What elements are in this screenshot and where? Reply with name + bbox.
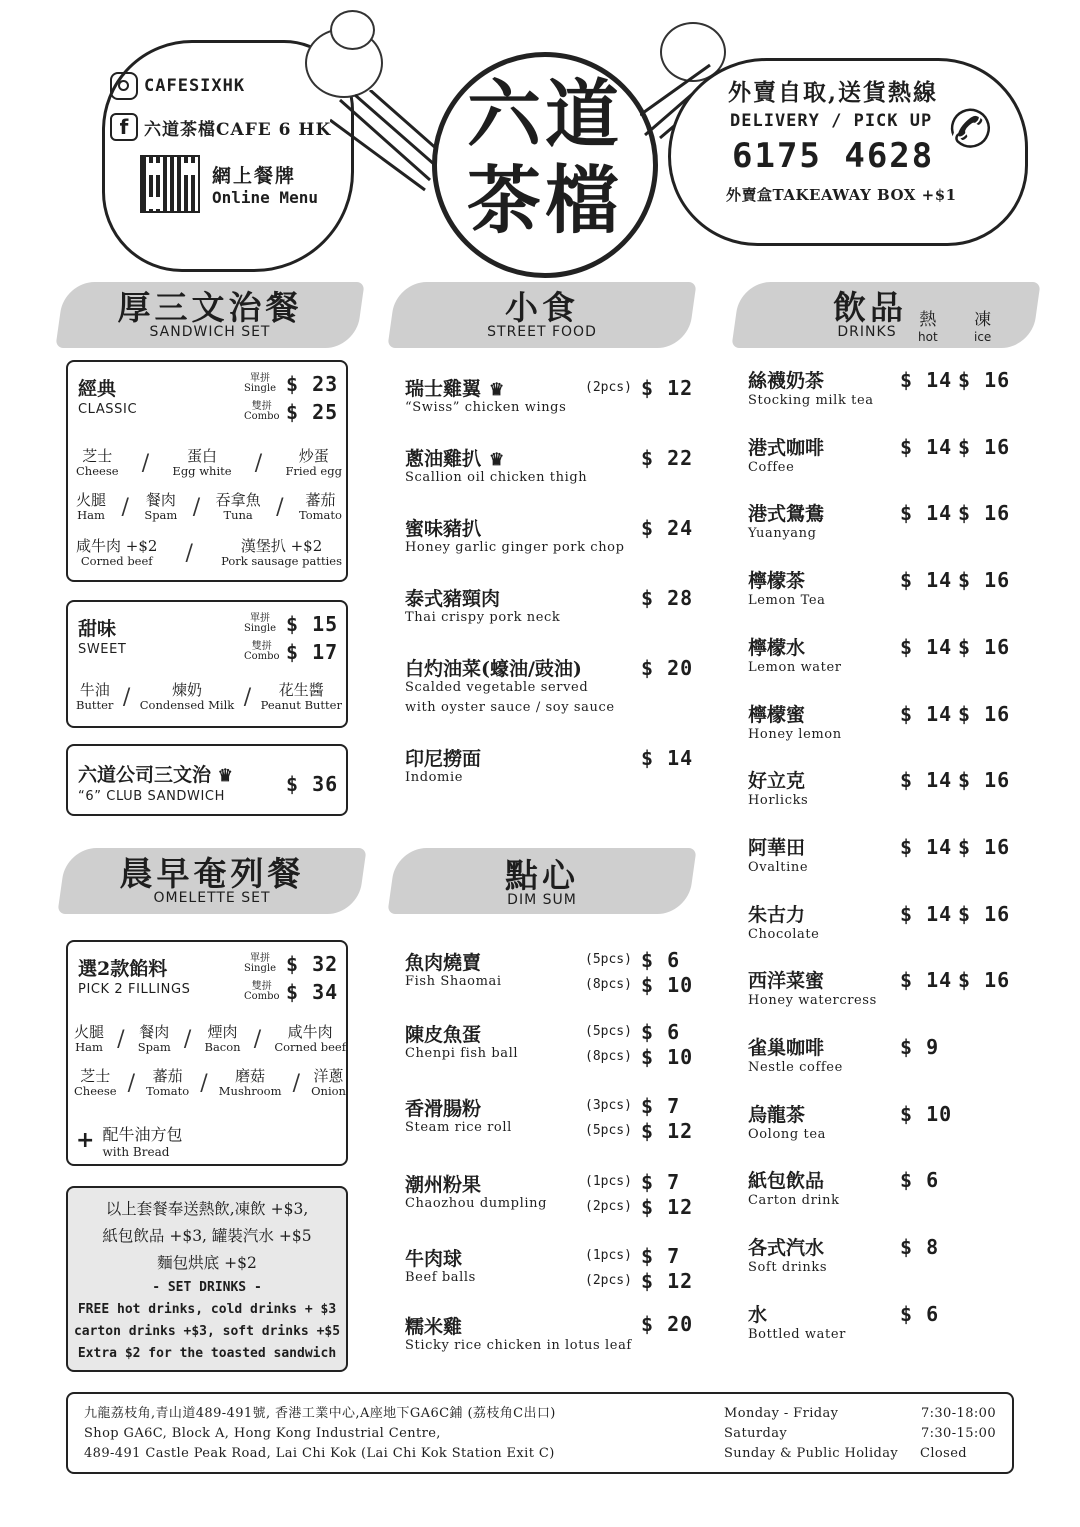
set-note-en: FREE hot drinks, cold drinks + $3 <box>77 1302 337 1317</box>
drink-name-en: Lemon water <box>748 659 842 675</box>
item-price: $ 6 <box>641 948 681 972</box>
drink-item <box>748 966 1028 1024</box>
address-zh: 九龍荔枝角,青山道489-491號, 香港工業中心,A座地下GA6C鋪 (荔枝角C出口) <box>84 1406 556 1421</box>
drink-ice-price: $ 16 <box>958 901 1011 926</box>
item-count: (8pcs) <box>585 1049 632 1064</box>
drink-item <box>748 1033 1028 1091</box>
omelette-pick-en: PICK 2 FILLINGS <box>78 982 191 997</box>
club-title: 六道公司三文治 ♛ <box>78 764 233 786</box>
drink-item <box>748 1100 1028 1158</box>
filling-row: 牛油 Butter / 煉奶 Condensed Milk / 花生醬 Peanut Butter <box>76 681 342 712</box>
set-note-line: 紙包飲品 +$3, 罐裝汽水 +$5 <box>102 1227 312 1245</box>
menu-item <box>405 584 695 648</box>
footer-box <box>66 1392 1014 1474</box>
filling: 蕃茄 Tomato <box>146 1067 190 1098</box>
classic-combo-price: $ 25 <box>286 400 339 424</box>
menu-item <box>405 1170 695 1230</box>
menu-item <box>405 744 695 808</box>
item-name-en: Scallion oil chicken thigh <box>405 470 588 485</box>
drink-name-zh: 檸檬茶 <box>748 570 806 593</box>
club-price: $ 36 <box>286 772 339 796</box>
item-price: $ 12 <box>641 1269 694 1293</box>
drink-hot-price: $ 6 <box>900 1301 940 1326</box>
drink-item <box>748 1166 1028 1224</box>
instagram-icon <box>110 72 138 100</box>
item-name-zh: 香滑腸粉 <box>405 1098 482 1120</box>
menu-item <box>405 374 695 438</box>
online-menu-zh: 網上餐牌 <box>212 165 297 187</box>
item-name-en: Fish Shaomai <box>405 974 502 989</box>
drink-name-en: Honey lemon <box>748 726 842 742</box>
drink-name-en: Honey watercress <box>748 993 877 1009</box>
phone-number[interactable]: 6175 4628 <box>732 136 935 176</box>
item-count: (3pcs) <box>585 1098 632 1113</box>
item-name-en: with oyster sauce / soy sauce <box>405 700 615 715</box>
drink-hot-price: $ 14 <box>900 634 953 659</box>
drink-ice-price: $ 16 <box>958 434 1011 459</box>
sweet-single-price: $ 15 <box>286 612 339 636</box>
club-subtitle: “6” CLUB SANDWICH <box>78 789 225 804</box>
drink-hot-price: $ 14 <box>900 701 953 726</box>
single-label: 單拼 Single <box>244 613 277 634</box>
drink-name-en: Ovaltine <box>748 859 809 875</box>
drink-name-en: Soft drinks <box>748 1260 828 1276</box>
item-name-en: Beef balls <box>405 1270 476 1285</box>
street-food-title: 小食 <box>505 288 579 327</box>
item-price: $ 12 <box>641 376 694 400</box>
drink-name-en: Nestle coffee <box>748 1060 843 1075</box>
drink-ice-price: $ 16 <box>958 834 1011 859</box>
classic-single-price: $ 23 <box>286 372 339 396</box>
facebook-row[interactable] <box>110 113 331 141</box>
item-price: $ 20 <box>641 1312 694 1336</box>
item-name-en: Sticky rice chicken in lotus leaf <box>405 1338 632 1353</box>
filling: 咸牛肉 Corned beef <box>274 1023 346 1054</box>
drink-name-en: Oolong tea <box>748 1126 826 1142</box>
phone-icon: ✆ <box>939 94 1001 166</box>
ice-label: 凍 ice <box>974 310 992 344</box>
drink-hot-price: $ 6 <box>900 1168 940 1193</box>
single-label: 單拼 Single <box>244 373 277 394</box>
opening-hours: Monday - Friday 7:30-18:00 Saturday 7:30-15:00 Sunday & Public Holiday Closed <box>724 1406 996 1461</box>
logo <box>432 72 658 244</box>
item-price: $ 22 <box>641 446 694 470</box>
filling: 吞拿魚 Tuna <box>215 491 261 522</box>
drink-item <box>748 499 1028 557</box>
item-count: (1pcs) <box>585 1174 632 1189</box>
set-note-line: 麵包烘底 +$2 <box>157 1254 257 1272</box>
item-price: $ 12 <box>641 1195 694 1219</box>
item-name-zh: 糯米雞 <box>405 1316 463 1338</box>
set-note-en: Extra $2 for the toasted sandwich <box>77 1346 337 1361</box>
set-drinks-heading: - SET DRINKS - <box>152 1280 262 1295</box>
delivery-en: DELIVERY / PICK UP <box>730 111 933 131</box>
item-name-zh: 蔥油雞扒 ♛ <box>405 448 505 470</box>
sweet-title: 甜味 <box>78 618 117 640</box>
drink-name-zh: 雀巢咖啡 <box>748 1037 825 1059</box>
speed-lines-left <box>330 90 440 210</box>
drink-name-en: Bottled water <box>748 1326 846 1342</box>
club-sandwich-card <box>66 744 348 816</box>
drink-hot-price: $ 8 <box>900 1235 940 1260</box>
item-price: $ 7 <box>641 1244 681 1268</box>
drink-hot-price: $ 14 <box>900 368 953 392</box>
drink-item <box>748 700 1028 758</box>
set-note-en: carton drinks +$3, soft drinks +$5 <box>73 1324 341 1339</box>
item-name-en: Honey garlic ginger pork chop <box>405 540 625 555</box>
drink-name-zh: 各式汽水 <box>748 1237 825 1260</box>
logo-line-2: 茶檔 <box>467 158 623 244</box>
classic-title: 經典 <box>78 378 117 400</box>
delivery-zh: 外賣自取,送貨熱線 <box>728 79 939 106</box>
drink-ice-price: $ 16 <box>958 568 1011 593</box>
filling: 漢堡扒 +$2 Pork sausage patties <box>221 537 342 568</box>
drink-item <box>748 900 1028 958</box>
filling: 芝士 Cheese <box>76 447 119 478</box>
crown-icon: ♛ <box>489 380 505 400</box>
item-count: (2pcs) <box>585 1199 632 1214</box>
filling: 火腿 Ham <box>74 1023 105 1054</box>
item-count: (2pcs) <box>585 380 632 395</box>
item-count: (2pcs) <box>585 1273 632 1288</box>
drinks-title: 飲品 <box>833 288 907 327</box>
filling: 餐肉 Spam <box>137 1023 171 1054</box>
drink-name-zh: 港式咖啡 <box>748 436 825 459</box>
item-price: $ 14 <box>641 746 694 770</box>
drink-hot-price: $ 14 <box>900 434 953 459</box>
street-food-subtitle: STREET FOOD <box>487 324 597 340</box>
filling: 炒蛋 Fried egg <box>285 447 342 478</box>
drink-item <box>748 1233 1028 1291</box>
omelette-subtitle: OMELETTE SET <box>153 890 271 906</box>
drink-item <box>748 566 1028 624</box>
filling: 煙肉 Bacon <box>204 1023 241 1054</box>
item-price: $ 7 <box>641 1094 681 1118</box>
filling-row: 火腿 Ham / 餐肉 Spam / 吞拿魚 Tuna / 蕃茄 Tomato <box>76 491 342 522</box>
drink-name-en: Lemon Tea <box>748 593 826 609</box>
item-name-zh: 陳皮魚蛋 <box>405 1024 482 1046</box>
filling: 蛋白 Egg white <box>172 447 232 478</box>
drink-hot-price: $ 14 <box>900 968 953 993</box>
item-price: $ 28 <box>641 586 694 610</box>
address-en-2: 489-491 Castle Peak Road, Lai Chi Kok (Lai Chi Kok Station Exit C) <box>84 1446 555 1461</box>
drink-name-zh: 檸檬水 <box>748 636 806 659</box>
drink-ice-price: $ 16 <box>958 968 1011 993</box>
drink-name-en: Horlicks <box>748 793 809 809</box>
item-count: (5pcs) <box>585 1024 632 1039</box>
item-price: $ 24 <box>641 516 694 540</box>
drink-hot-price: $ 9 <box>900 1035 940 1059</box>
filling: 花生醬 Peanut Butter <box>260 681 342 712</box>
drink-hot-price: $ 14 <box>900 501 953 526</box>
address-en-1: Shop GA6C, Block A, Hong Kong Industrial Centre, <box>84 1426 441 1441</box>
dim-sum-title: 點心 <box>505 856 579 895</box>
filling-row: 咸牛肉 +$2 Corned beef / 漢堡扒 +$2 Pork sausage patties <box>76 537 342 568</box>
online-menu-row[interactable] <box>140 155 318 213</box>
drink-name-en: Coffee <box>748 459 795 475</box>
item-name-en: Thai crispy pork neck <box>405 610 561 625</box>
drink-name-zh: 港式鴛鴦 <box>748 503 825 526</box>
filling: 火腿 Ham <box>76 491 107 522</box>
filling: 咸牛肉 +$2 Corned beef <box>76 537 158 568</box>
item-name-zh: 牛肉球 <box>405 1248 463 1270</box>
filling: 洋蔥 Onion <box>311 1067 346 1098</box>
drink-name-en: Chocolate <box>748 926 820 942</box>
item-name-en: Chaozhou dumpling <box>405 1196 548 1211</box>
filling: 芝士 Cheese <box>74 1067 117 1098</box>
drink-hot-price: $ 14 <box>900 768 953 793</box>
sweet-combo-price: $ 17 <box>286 640 339 664</box>
online-menu-en: Online Menu <box>212 188 318 207</box>
item-name-zh: 白灼油菜(蠔油/豉油) <box>405 658 582 680</box>
facebook-name: 六道茶檔CAFE 6 HK <box>144 119 332 140</box>
drink-ice-price: $ 16 <box>958 634 1011 659</box>
omelette-pick-zh: 選2款餡料 <box>78 958 168 980</box>
menu-item <box>405 514 695 578</box>
filling: 蕃茄 Tomato <box>298 491 342 522</box>
drink-ice-price: $ 16 <box>958 768 1011 793</box>
combo-label: 雙拼 Combo <box>244 641 280 662</box>
classic-sandwich-card <box>66 360 348 582</box>
menu-item <box>405 654 695 718</box>
omelette-title: 晨早奄列餐 <box>119 854 305 893</box>
drink-item <box>748 833 1028 891</box>
crown-icon: ♛ <box>489 450 505 470</box>
drink-name-zh: 朱古力 <box>748 903 806 926</box>
item-count: (5pcs) <box>585 952 632 967</box>
item-name-en: Indomie <box>405 770 464 785</box>
drink-item <box>748 766 1028 824</box>
item-name-zh: 瑞士雞翼 ♛ <box>405 378 505 400</box>
item-price: $ 10 <box>641 1045 694 1069</box>
item-price: $ 20 <box>641 656 694 680</box>
set-drinks-note <box>66 1186 348 1372</box>
drink-hot-price: $ 14 <box>900 834 953 859</box>
menu-item <box>405 1244 695 1304</box>
drink-ice-price: $ 16 <box>958 501 1011 526</box>
item-name-en: Scalded vegetable served <box>405 680 589 695</box>
hot-label: 熱 hot <box>918 310 938 344</box>
menu-item <box>405 1020 695 1080</box>
combo-label: 雙拼 Combo <box>244 401 280 422</box>
filling: 磨菇 Mushroom <box>218 1067 282 1098</box>
item-name-en: Chenpi fish ball <box>405 1046 519 1061</box>
item-count: (1pcs) <box>585 1248 632 1263</box>
omelette-combo-price: $ 34 <box>286 980 339 1004</box>
menu-item <box>405 444 695 508</box>
item-name-zh: 泰式豬頸肉 <box>405 588 501 610</box>
classic-subtitle: CLASSIC <box>78 402 138 417</box>
item-price: $ 7 <box>641 1170 681 1194</box>
item-name-zh: 魚肉燒賣 <box>405 952 482 974</box>
drink-item <box>748 366 1028 424</box>
sweet-sandwich-card <box>66 600 348 728</box>
bread-option: + 配牛油方包 with Bread <box>76 1125 183 1159</box>
drink-name-en: Carton drink <box>748 1193 840 1209</box>
item-price: $ 6 <box>641 1020 681 1044</box>
item-price: $ 12 <box>641 1119 694 1143</box>
item-name-zh: 蜜味豬扒 <box>405 518 482 540</box>
drink-item <box>748 1300 1028 1358</box>
drink-ice-price: $ 16 <box>958 701 1011 726</box>
combo-label: 雙拼 Combo <box>244 981 280 1002</box>
drink-name-zh: 西洋菜蜜 <box>748 970 825 993</box>
facebook-icon: f <box>110 113 138 141</box>
sandwich-subtitle: SANDWICH SET <box>149 324 271 340</box>
drink-name-zh: 檸檬蜜 <box>748 703 806 726</box>
drink-item <box>748 433 1028 491</box>
menu-item <box>405 1094 695 1154</box>
item-name-zh: 潮州粉果 <box>405 1174 482 1196</box>
drink-ice-price: $ 16 <box>958 368 1011 392</box>
filling-row: 火腿 Ham / 餐肉 Spam / 煙肉 Bacon / 咸牛肉 Corned beef <box>74 1023 346 1054</box>
drink-name-zh: 阿華田 <box>748 836 806 859</box>
item-price: $ 10 <box>641 973 694 997</box>
filling: 餐肉 Spam <box>144 491 178 522</box>
instagram-row[interactable] <box>110 72 245 100</box>
drink-item <box>748 633 1028 691</box>
drink-name-zh: 好立克 <box>748 770 806 793</box>
single-label: 單拼 Single <box>244 953 277 974</box>
sweet-subtitle: SWEET <box>78 642 127 657</box>
crown-icon: ♛ <box>217 766 233 786</box>
omelette-card <box>66 940 348 1166</box>
item-count: (5pcs) <box>585 1123 632 1138</box>
item-name-en: “Swiss” chicken wings <box>405 400 567 415</box>
drink-name-zh: 絲襪奶茶 <box>748 370 825 392</box>
instagram-handle: CAFESIXHK <box>144 76 246 96</box>
drink-name-en: Stocking milk tea <box>748 393 874 408</box>
plus-icon: + <box>76 1128 95 1153</box>
omelette-single-price: $ 32 <box>286 952 339 976</box>
drinks-subtitle: DRINKS <box>837 324 897 340</box>
smoke-puff <box>330 10 375 50</box>
menu-item <box>405 948 695 1008</box>
drink-hot-price: $ 10 <box>900 1101 953 1126</box>
logo-line-1: 六道 <box>467 72 623 158</box>
filling-row: 芝士 Cheese / 蕃茄 Tomato / 磨菇 Mushroom / 洋蔥 Onion <box>74 1067 346 1098</box>
set-note-line: 以上套餐奉送熱飲,凍飲 +$3, <box>105 1200 309 1218</box>
drink-hot-price: $ 14 <box>900 901 953 926</box>
qr-code-icon <box>140 155 200 213</box>
filling-row: 芝士 Cheese / 蛋白 Egg white / 炒蛋 Fried egg <box>76 447 342 478</box>
item-name-zh: 印尼撈面 <box>405 748 482 770</box>
address <box>84 1404 556 1464</box>
sandwich-title: 厚三文治餐 <box>117 288 303 327</box>
filling: 煉奶 Condensed Milk <box>139 681 235 712</box>
filling: 牛油 Butter <box>76 681 114 712</box>
drink-name-zh: 紙包飲品 <box>748 1170 825 1193</box>
item-name-en: Steam rice roll <box>405 1120 512 1135</box>
drink-name-zh: 烏龍茶 <box>748 1103 806 1126</box>
takeaway-box: 外賣盒TAKEAWAY BOX +$1 <box>726 186 957 204</box>
drink-name-en: Yuanyang <box>748 526 817 542</box>
item-count: (8pcs) <box>585 977 632 992</box>
dim-sum-subtitle: DIM SUM <box>507 892 577 908</box>
drink-name-zh: 水 <box>748 1303 768 1326</box>
drink-hot-price: $ 14 <box>900 568 953 593</box>
menu-item <box>405 1312 695 1372</box>
